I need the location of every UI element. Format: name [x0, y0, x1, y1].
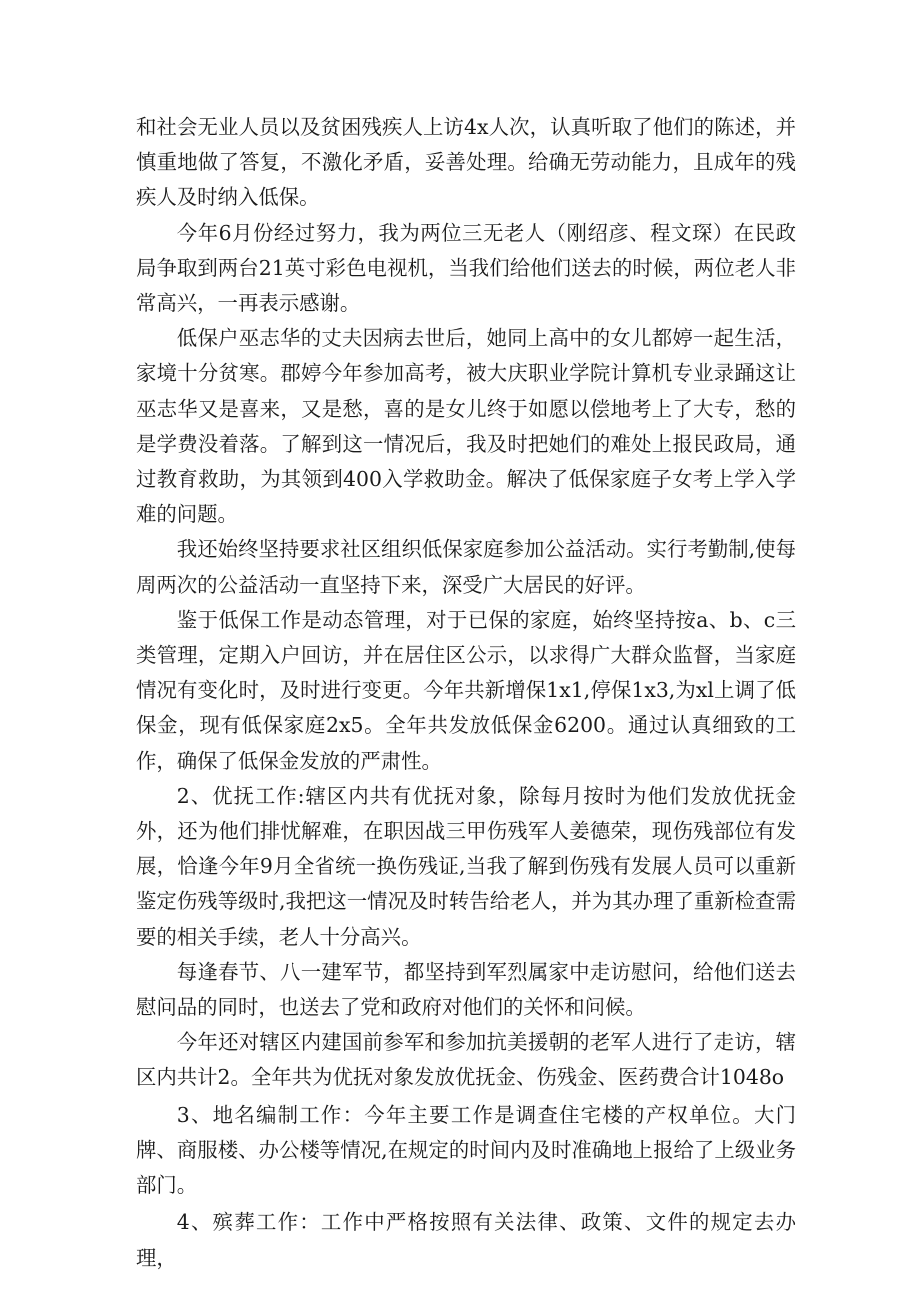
- document-body: [136, 110, 796, 1276]
- paragraph-preferential-care: 2、优抚工作:辖区内共有优抚对象，除每月按时为他们发放优抚金外，还为他们排忧解难，在职因战三甲伤残军人姜德荣，现伤残部位有发展，恰逢今年9月全省统一换伤残证,当我了解到伤残有发展人员可以重新鉴定伤残等级时,我把这一情况及时转告给老人，并为其办理了重新检查需要的相关手续，老人十分高兴。: [136, 783, 796, 949]
- paragraph-holiday-visits: 每逢春节、八一建军节，都坚持到军烈属家中走访慰问，给他们送去慰问品的同时，也送去了党和政府对他们的关怀和问候。: [136, 959, 796, 1020]
- paragraph-tv-donation: 今年6月份经过努力，我为两位三无老人（刚绍彦、程文琛）在民政局争取到两台21英寸彩色电视机，当我们给他们送去的时候，两位老人非常高兴，一再表示感谢。: [136, 220, 796, 316]
- paragraph-education-aid: 低保户巫志华的丈夫因病去世后，她同上高中的女儿都婷一起生活，家境十分贫寒。郡婷今年参加高考，被大庆职业学院计算机专业录踊这让巫志华又是喜来，又是愁，喜的是女儿终于如愿以偿地考上了大专，愁的是学费没着落。了解到这一情况后，我及时把她们的难处上报民政局，通过教育救助，为其领到400入学救助金。解决了低保家庭子女考上学入学难的问题。: [136, 326, 796, 527]
- paragraph-dynamic-management: 鉴于低保工作是动态管理，对于已保的家庭，始终坚持按a、b、c三类管理，定期入户回访，并在居住区公示，以求得广大群众监督，当家庭情况有变化时，及时进行变更。今年共新增保1x1,停保1x3,为xl上调了低保金，现有低保家庭2x5。全年共发放低保金6200。通过认真细致的工作，确保了低保金发放的严肃性。: [136, 607, 796, 773]
- paragraph-place-naming: 3、地名编制工作：今年主要工作是调查住宅楼的产权单位。大门牌、商服楼、办公楼等情况,在规定的时间内及时准确地上报给了上级业务部门。: [136, 1102, 796, 1198]
- paragraph-funeral-work: 4、殡葬工作：工作中严格按照有关法律、政策、文件的规定去办理，: [136, 1210, 796, 1270]
- paragraph-public-service: 我还始终坚持要求社区组织低保家庭参加公益活动。实行考勤制,使每周两次的公益活动一直坚持下来，深受广大居民的好评。: [136, 537, 796, 597]
- paragraph-veteran-visits: 今年还对辖区内建国前参军和参加抗美援朝的老军人进行了走访，辖区内共计2。全年共为优抚对象发放优抚金、伤残金、医药费合计1048o: [136, 1030, 796, 1090]
- paragraph-1-continuation: 和社会无业人员以及贫困残疾人上访4x人次，认真听取了他们的陈述，并慎重地做了答复，不激化矛盾，妥善处理。给确无劳动能力，且成年的残疾人及时纳入低保。: [136, 115, 796, 210]
